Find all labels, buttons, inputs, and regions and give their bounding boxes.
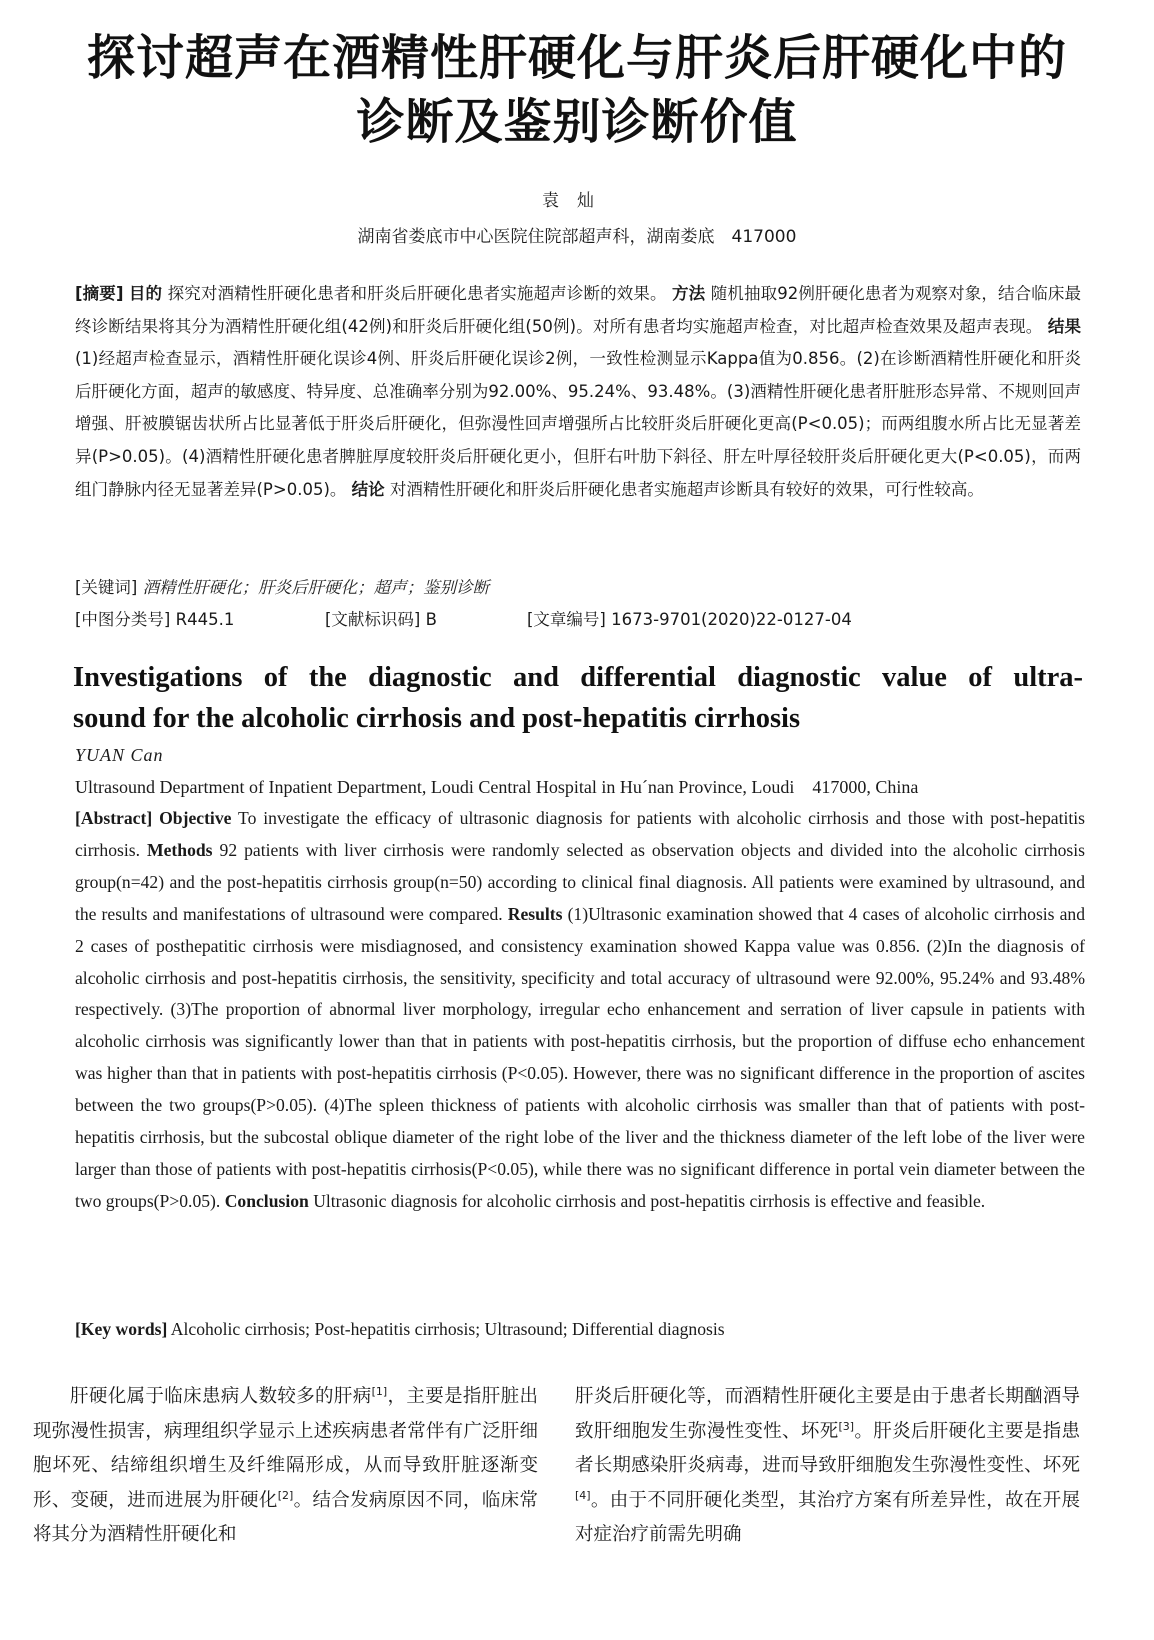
classification-row	[75, 606, 1081, 634]
body-column-right	[575, 1380, 1080, 1553]
chinese-title-line-1: 探讨超声在酒精性肝硬化与肝炎后肝硬化中的	[86, 30, 1067, 86]
article-number-value: 1673-9701(2020)22-0127-04	[611, 610, 852, 629]
english-keywords	[75, 1315, 1085, 1343]
body-left-text-1: 肝硬化属于临床患病人数较多的肝病	[70, 1386, 372, 1407]
citation-ref-2[interactable]: [2]	[277, 1488, 294, 1502]
conclusion-text: 对酒精性肝硬化和肝炎后肝硬化患者实施超声诊断具有较好的效果，可行性较高。	[389, 479, 984, 499]
citation-ref-1[interactable]: [1]	[371, 1384, 388, 1398]
conclusion-text-en: Ultrasonic diagnosis for alcoholic cirrhosis and post-hepatitis cirrhosis is effective and feasible.	[313, 1190, 986, 1211]
abstract-label-en: [Abstract]	[75, 808, 153, 828]
methods-label-en: Methods	[147, 839, 213, 860]
conclusion-label-en: Conclusion	[224, 1190, 309, 1211]
objective-text-en: To investigate the efficacy of ultrasonic diagnosis for patients with alcoholic cirrhosis and those with post-hepatitis cirrhosis.	[75, 808, 1085, 860]
results-text-en: (1)Ultrasonic examination showed that 4 cases of alcoholic cirrhosis and 2 cases of posthepatitic cirrhosis were misdiagnosed, and consistency examination showed Kappa value was 0.856. (2)In the diagnosis of alcoholic cirrhosis and post-hepatitis cirrhosis, the sensitivity, specificity and total accuracy of ultrasound were 92.00%, 95.24% and 93.48% respectively. (3)The proportion of abnormal liver morphology, irregular echo enhancement and serration of liver capsule in patients with alcoholic cirrhosis was significantly lower than that in patients with post-hepatitis cirrhosis, but the proportion of diffuse echo enhancement was higher than that in patients with post-hepatitis cirrhosis (P<0.05). However, there was no significant difference in the proportion of ascites between the two groups(P>0.05). (4)The spleen thickness of patients with alcoholic cirrhosis was smaller than that of patients with post-hepatitis cirrhosis, but the subcostal oblique diameter of the right lobe of the liver and the thickness diameter of the left lobe of the liver were larger than those of patients with post-hepatitis cirrhosis(P<0.05), while there was no significant difference in portal vein diameter between the two groups(P>0.05).	[75, 903, 1085, 1211]
results-text: (1)经超声检查显示，酒精性肝硬化误诊4例、肝炎后肝硬化误诊2例，一致性检测显示Kappa值为0.856。(2)在诊断酒精性肝硬化和肝炎后肝硬化方面，超声的敏感度、特异度、总准确率分别为92.00%、95.24%、93.48%。(3)酒精性肝硬化患者肝脏形态异常、不规则回声增强、肝被膜锯齿状所占比显著低于肝炎后肝硬化，但弥漫性回声增强所占比较肝炎后肝硬化更高(P<0.05)；而两组腹水所占比无显著差异(P>0.05)。(4)酒精性肝硬化患者脾脏厚度较肝炎后肝硬化更小，但肝右叶肋下斜径、肝左叶厚径较肝炎后肝硬化更大(P<0.05)，而两组门静脉内径无显著差异(P>0.05)。	[75, 349, 1081, 499]
article-number	[527, 606, 852, 634]
document-code	[325, 606, 437, 634]
citation-ref-4[interactable]: [4]	[575, 1488, 591, 1502]
clc-value: R445.1	[175, 610, 235, 629]
english-affiliation: Ultrasound Department of Inpatient Department, Loudi Central Hospital in Hu´nan Province, Loudi 417000, China	[75, 777, 919, 797]
objective-label: 目的	[128, 284, 163, 303]
document-code-value: B	[425, 610, 437, 629]
results-label-en: Results	[507, 903, 563, 924]
chinese-abstract	[75, 278, 1081, 506]
objective-text: 探究对酒精性肝硬化患者和肝炎后肝硬化患者实施超声诊断的效果。	[167, 284, 667, 303]
chinese-title-line-2: 诊断及鉴别诊断价值	[356, 94, 798, 150]
body-right-text-2: 。肝炎后肝硬化主要是指患者长期感染肝炎病毒，进而导致肝细胞发生弥漫性变性、坏死	[575, 1420, 1080, 1476]
methods-label: 方法	[672, 284, 706, 303]
body-left-text-2: ，主要是指肝脏出现弥漫性损害，病理组织学显示上述疾病患者常伴有广泛肝细胞坏死、结缔组织增生及纤维隔形成，从而导致肝脏逐渐变形、变硬，进而进展为肝硬化	[33, 1386, 538, 1511]
keywords-value-en: Alcoholic cirrhosis; Post-hepatitis cirrhosis; Ultrasound; Differential diagnosis	[170, 1319, 725, 1339]
body-left-text-3: 。结合发病原因不同，临床常将其分为酒精性肝硬化和	[33, 1489, 538, 1545]
english-author: YUAN Can	[75, 745, 164, 765]
body-right-text-1: 肝炎后肝硬化等，而酒精性肝硬化主要是由于患者长期酗酒导致肝细胞发生弥漫性变性、坏死	[575, 1386, 1080, 1442]
body-right-text-3: 。由于不同肝硬化类型，其治疗方案有所差异性，故在开展对症治疗前需先明确	[575, 1489, 1080, 1545]
clc-label: [中图分类号]	[75, 610, 171, 629]
keywords-value: 酒精性肝硬化；肝炎后肝硬化；超声；鉴别诊断	[142, 578, 490, 597]
body-column-left	[33, 1380, 538, 1553]
english-title-line-2: sound for the alcoholic cirrhosis and post-hepatitis cirrhosis	[73, 703, 801, 734]
conclusion-label: 结论	[351, 479, 385, 499]
english-abstract	[75, 803, 1085, 1218]
chinese-keywords	[75, 574, 1081, 602]
article-number-label: [文章编号]	[527, 610, 606, 629]
english-title-line-1: Investigations of the diagnostic and differential diagnostic value of ultra-	[73, 662, 1083, 693]
keywords-label-en: [Key words]	[75, 1319, 168, 1339]
keywords-label: [关键词]	[75, 578, 138, 597]
document-code-label: [文献标识码]	[325, 610, 421, 629]
clc-code	[75, 606, 234, 634]
methods-text-en: 92 patients with liver cirrhosis were randomly selected as observation objects and divided into the alcoholic cirrhosis group(n=42) and the post-hepatitis cirrhosis group(n=50) according to clinical final diagnosis. All patients were examined by ultrasound, and the results and manifestations of ultrasound were compared.	[75, 839, 1085, 924]
results-label: 结果	[1047, 316, 1082, 336]
chinese-affiliation: 湖南省娄底市中心医院住院部超声科，湖南娄底 417000	[357, 227, 797, 247]
citation-ref-3[interactable]: [3]	[838, 1419, 855, 1433]
objective-label-en: Objective	[159, 808, 232, 828]
methods-text: 随机抽取92例肝硬化患者为观察对象，结合临床最终诊断结果将其分为酒精性肝硬化组(42例)和肝炎后肝硬化组(50例)。对所有患者均实施超声检查，对比超声检查效果及超声表现。	[75, 284, 1082, 336]
abstract-label: [摘要]	[75, 284, 124, 303]
chinese-author: 袁灿	[542, 191, 612, 211]
